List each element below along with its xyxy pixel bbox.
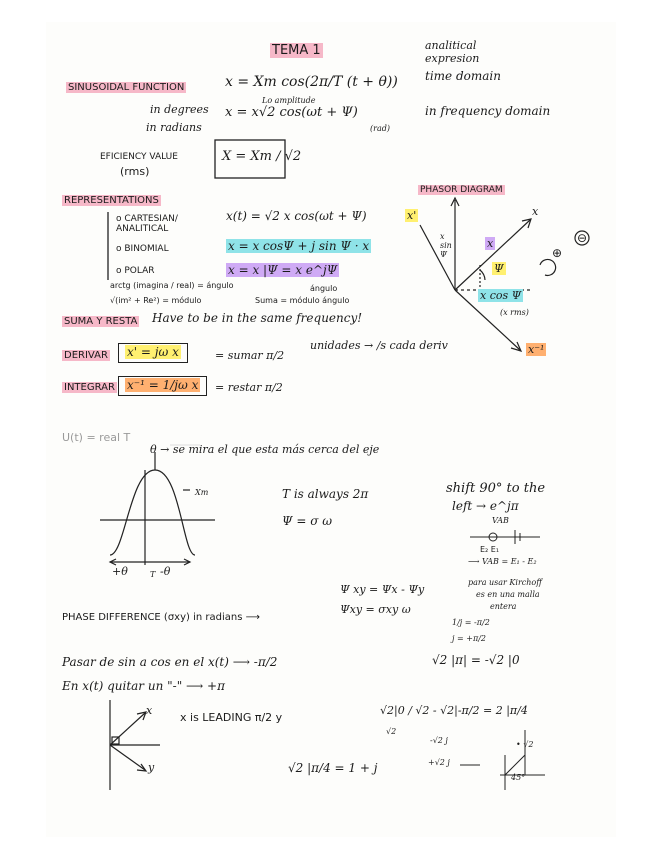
freq-domain-note: in frequency domain xyxy=(425,104,551,118)
phasor-psi: Ψ xyxy=(494,262,504,275)
vt-note: U(t) = real T xyxy=(62,431,131,444)
shift-line1: shift 90° to the xyxy=(446,481,546,496)
integrar-label: INTEGRAR xyxy=(64,382,115,393)
leading-note: x is LEADING π/2 y xyxy=(180,711,283,724)
kirchoff-2: es en una malla xyxy=(476,590,540,599)
repr-cartesian-label: o CARTESIAN/ ANALITICAL xyxy=(116,214,178,235)
rms-label: EFICIENCY VALUE xyxy=(100,152,178,162)
psi-xy: Ψ xy = Ψx - Ψy xyxy=(340,583,425,596)
frac-eq: √2|0 / √2 - √2|-π/2 = 2 |π/4 xyxy=(380,704,528,717)
rms-sub: (rms) xyxy=(120,165,150,178)
page-title: TEMA 1 xyxy=(272,43,321,58)
suma-resta-label: SUMA Y RESTA xyxy=(64,316,138,327)
degrees-label: in degrees xyxy=(150,103,209,116)
e-labels: E₂ E₁ xyxy=(480,545,500,554)
phasor-x-cos: x cos Ψ xyxy=(480,289,522,302)
integrar-expr: x⁻¹ = 1/jω x xyxy=(118,376,207,396)
final-eq: √2 |π/4 = 1 + j xyxy=(288,761,378,775)
analytical-note: analitical expresion xyxy=(425,39,480,65)
repr-cartesian-expr: x(t) = √2 x cos(ωt + Ψ) xyxy=(226,209,367,223)
phasor-x-inv: x⁻¹ xyxy=(528,343,545,356)
amplitude-note: Lo amplitude xyxy=(262,96,316,105)
kirchoff-1: para usar Kirchoff xyxy=(468,578,542,587)
repr-binomial-label: o BINOMIAL xyxy=(116,244,169,254)
phasor-rms-note: (x rms) xyxy=(500,308,529,317)
phase-diff-label: PHASE DIFFERENCE (σxy) in radians ⟶ xyxy=(62,612,260,623)
integrar-note: = restar π/2 xyxy=(215,381,283,394)
complex-plane xyxy=(460,730,545,790)
sinusoid-plot xyxy=(100,452,215,565)
repr-polar-expr: x = x |Ψ = x e^jΨ xyxy=(228,263,338,277)
sqrt-eq: √2 |π| = -√2 |0 xyxy=(432,653,520,667)
vec-x-label: x xyxy=(146,704,153,717)
modulo-note: √(im² + Re²) = módulo xyxy=(110,296,202,305)
quitar-note: En x(t) quitar un "-" ⟶ +π xyxy=(62,679,225,693)
derivar-note: = sumar π/2 xyxy=(215,349,285,362)
plus-theta: +θ xyxy=(112,565,128,578)
xm-label: Xm xyxy=(195,488,209,497)
t-always: T is always 2π xyxy=(282,487,369,501)
phasor-x-sin: x sin Ψ xyxy=(440,232,452,260)
phasor-label: PHASOR DIAGRAM xyxy=(420,185,503,195)
suma-resta-text: Have to be in the same frequency! xyxy=(152,311,363,325)
sum-note: Suma = módulo ángulo xyxy=(255,296,350,305)
psi-xy-2: Ψxy = σxy ω xyxy=(340,603,411,616)
minus-sqrt2j: -√2 j xyxy=(430,736,448,745)
derivar-extra: unidades → /s cada deriv xyxy=(310,339,448,352)
minus-theta: -θ xyxy=(160,565,171,578)
rms-expr: X = Xm / √2 xyxy=(222,149,302,164)
rad-note: (rad) xyxy=(370,124,390,133)
derivar-label: DERIVAR xyxy=(64,350,108,361)
kirchoff-3: entera xyxy=(490,602,517,611)
repr-polar-label: o POLAR xyxy=(116,266,155,276)
shift-line2: left → e^jπ xyxy=(452,499,519,513)
j-eq-1: 1/j = -π/2 xyxy=(452,618,490,627)
vab-eq: ⟶ VAB = E₁ - E₂ xyxy=(468,557,537,566)
vab-label: VAB xyxy=(492,516,509,525)
sinusoidal-label: SINUSOIDAL FUNCTION xyxy=(68,82,185,93)
phasor-x-prime: x' xyxy=(407,209,417,222)
t-label: T xyxy=(150,570,156,579)
circuit-sketch xyxy=(470,530,540,544)
radians-label: in radians xyxy=(146,121,202,134)
theta-note: θ → se mira el que esta más cerca del eje xyxy=(150,443,380,456)
sqrt2-label: √2 xyxy=(386,727,397,736)
representations-label: REPRESENTATIONS xyxy=(64,195,159,206)
leading-diagram xyxy=(110,700,160,790)
psi-eq: Ψ = σ ω xyxy=(282,514,332,528)
phasor-x-tag: x xyxy=(487,237,494,250)
angulo-note: ángulo xyxy=(310,284,338,293)
sinusoidal-expr: x = Xm cos(2π/T (t + θ)) xyxy=(225,74,398,90)
arctg-note: arctg (imagina / real) = ángulo xyxy=(110,281,234,290)
time-domain-note: time domain xyxy=(425,69,501,83)
dot-sqrt2: • √2 xyxy=(516,740,534,749)
j-eq-2: j = +π/2 xyxy=(452,634,487,643)
sin-cos-note: Pasar de sin a cos en el x(t) ⟶ -π/2 xyxy=(62,655,278,669)
repr-binomial-expr: x = x cosΨ + j sin Ψ · x xyxy=(228,239,370,253)
phasor-minus: ⊖ xyxy=(577,231,588,245)
phasor-plus: ⊕ xyxy=(552,246,563,260)
degrees-expr: x = x√2 cos(ωt + Ψ) xyxy=(225,105,358,120)
derivar-expr: x' = jω x xyxy=(118,343,188,363)
phasor-x: x xyxy=(532,205,539,218)
plus-sqrt2j: +√2 j xyxy=(428,758,450,767)
tri-angle: 45° xyxy=(511,773,526,782)
vec-y-label: y xyxy=(148,761,155,774)
